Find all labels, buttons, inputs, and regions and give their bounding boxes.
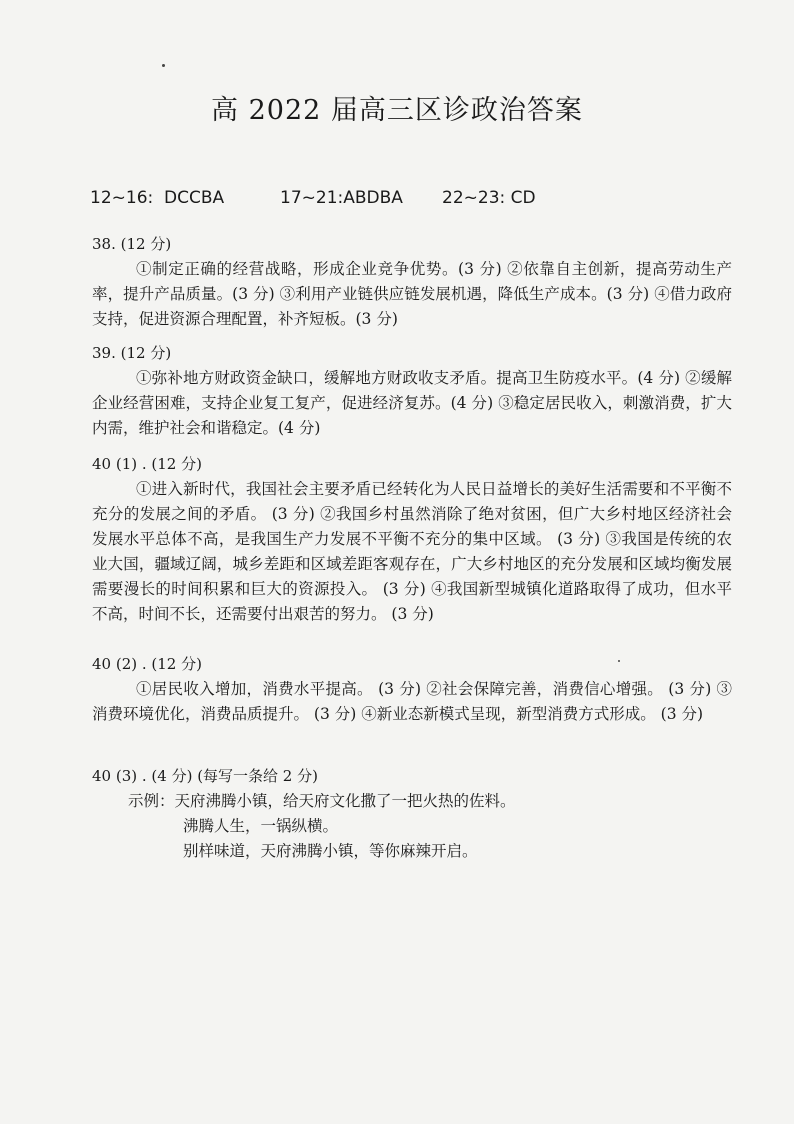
scan-speck	[618, 660, 620, 662]
question-40-3-examples	[92, 789, 732, 864]
question-40-1	[92, 452, 732, 627]
question-40-1-heading: 40 (1) . (12 分)	[92, 455, 202, 473]
example-line-3: 别样味道，天府沸腾小镇，等你麻辣开启。	[183, 842, 478, 860]
answers-22-23: 22~23: CD	[442, 188, 536, 208]
question-38-heading: 38. (12 分)	[92, 235, 172, 253]
question-39	[92, 341, 732, 441]
question-38-answer: ①制定正确的经营战略，形成企业竞争优势。(3 分) ②依靠自主创新，提高劳动生产率，提升产品质量。(3 分) ③利用产业链供应链发展机遇，降低生产成本。(3 分) ④借力政府支持，促进资源合理配置，补齐短板。(3 分)	[92, 260, 732, 328]
example-line-2: 沸腾人生，一锅纵横。	[183, 817, 339, 835]
question-40-3-heading: 40 (3) . (4 分) (每写一条给 2 分)	[92, 767, 318, 785]
question-40-1-answer: ①进入新时代，我国社会主要矛盾已经转化为人民日益增长的美好生活需要和不平衡不充分的发展之间的矛盾。 (3 分) ②我国乡村虽然消除了绝对贫困，但广大乡村地区经济社会发展水平总体不高，是我国生产力发展不平衡不充分的集中区域。 (3 分) ③我国是传统的农业大国，疆域辽阔，城乡差距和区域差距客观存在，广大乡村地区的充分发展和区域均衡发展需要漫长的时间积累和巨大的资源投入。 (3 分) ④我国新型城镇化道路取得了成功，但水平不高，时间不长，还需要付出艰苦的努力。 (3 分)	[92, 480, 732, 623]
question-38	[92, 232, 732, 332]
answers-12-16: 12~16: DCCBA	[90, 188, 225, 208]
question-40-2-heading: 40 (2) . (12 分)	[92, 655, 202, 673]
question-39-answer: ①弥补地方财政资金缺口，缓解地方财政收支矛盾。提高卫生防疫水平。(4 分) ②缓解企业经营困难，支持企业复工复产，促进经济复苏。(4 分) ③稳定居民收入，刺激消费，扩大内需，维护社会和谐稳定。(4 分)	[92, 369, 732, 437]
page-title: 高 2022 届高三区诊政治答案	[211, 95, 583, 126]
question-40-2	[92, 652, 732, 727]
question-40-2-answer: ①居民收入增加，消费水平提高。 (3 分) ②社会保障完善，消费信心增强。 (3 分) ③消费环境优化，消费品质提升。 (3 分) ④新业态新模式呈现，新型消费方式形成。 (3 分)	[92, 680, 732, 723]
answers-17-21: 17~21:ABDBA	[280, 188, 403, 208]
question-40-3	[92, 764, 732, 864]
question-39-heading: 39. (12 分)	[92, 344, 172, 362]
scan-speck	[162, 64, 165, 67]
example-line-1: 示例：天府沸腾小镇，给天府文化撒了一把火热的佐料。	[128, 792, 516, 810]
